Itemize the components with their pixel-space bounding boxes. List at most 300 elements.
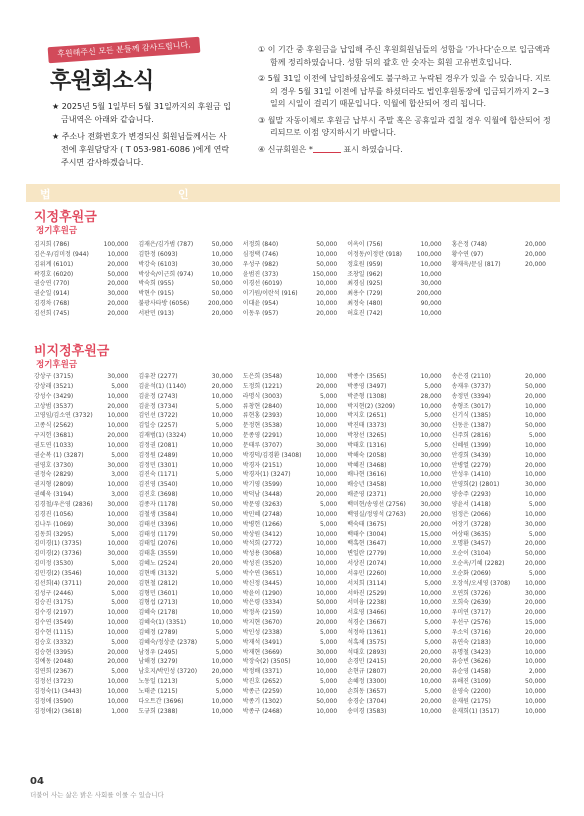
donor-name: 김태일 (2076) xyxy=(138,540,178,548)
donor-name: 김일승 (2257) xyxy=(138,422,178,430)
donor-row xyxy=(452,510,550,520)
donor-name: 최경심 (925) xyxy=(347,280,383,288)
section-title-nondesignated: 비지정후원금 xyxy=(34,344,110,359)
donor-row xyxy=(34,687,132,697)
donor-row xyxy=(34,569,132,579)
donor-amount: 10,000 xyxy=(420,260,442,268)
donor-name: 석대호 (2893) xyxy=(347,648,387,656)
donor-name: 박재현 (3669) xyxy=(242,648,283,656)
donor-name: 김종자 (1178) xyxy=(138,500,178,508)
donor-name: 박성용 (3068) xyxy=(242,550,283,558)
donor-row xyxy=(138,470,236,480)
donor-name: 김인선 (3722) xyxy=(138,412,178,420)
donor-row xyxy=(34,431,132,441)
donor-amount: 20,000 xyxy=(107,309,129,317)
donor-row xyxy=(452,372,550,382)
donor-amount: 150,000 xyxy=(312,270,338,278)
donor-amount: 15,000 xyxy=(420,530,442,538)
donor-name: 변일란 (2779) xyxy=(347,550,387,558)
donor-amount: 10,000 xyxy=(316,589,338,597)
donor-column xyxy=(452,240,550,319)
donor-name: 김민경(2) (3546) xyxy=(34,569,82,577)
donor-amount: 50,000 xyxy=(211,280,233,288)
thanks-ribbon: 후원해주신 모든 분들께 감사드립니다. xyxy=(48,37,201,64)
donor-amount: 20,000 xyxy=(525,628,546,636)
donor-row xyxy=(347,299,445,309)
donor-amount: 5,000 xyxy=(215,422,233,430)
donor-name: 박현수 (915) xyxy=(138,290,174,298)
donor-amount: 10,000 xyxy=(420,373,442,380)
donor-amount: 10,000 xyxy=(316,560,338,568)
donor-amount: 10,000 xyxy=(525,441,546,449)
donor-amount: 10,000 xyxy=(107,678,129,686)
donor-name: 서판민 (913) xyxy=(138,309,174,317)
donor-row xyxy=(138,382,236,392)
donor-amount: 10,000 xyxy=(420,241,442,248)
donor-name: 김혜노 (2524) xyxy=(138,560,178,568)
donor-row xyxy=(138,289,236,299)
donor-amount: 50,000 xyxy=(316,599,338,607)
donor-row xyxy=(347,270,445,280)
donor-name: 신기식 (1385) xyxy=(451,412,491,420)
donor-name: 강상래 (3521) xyxy=(34,382,74,390)
donor-row xyxy=(243,707,341,717)
donor-row xyxy=(34,549,132,559)
donor-row xyxy=(452,490,550,500)
donor-amount: 10,000 xyxy=(316,550,338,558)
donor-row xyxy=(34,461,132,471)
donor-row xyxy=(138,372,236,382)
donor-amount: 5,000 xyxy=(320,628,338,636)
donor-name: 김정애(2) (3618) xyxy=(34,707,82,715)
donor-amount: 10,000 xyxy=(316,402,338,410)
donor-name: 김경진 (1056) xyxy=(34,510,74,518)
donor-row xyxy=(243,309,341,319)
donor-amount: 3,000 xyxy=(111,471,129,479)
donor-amount: 10,000 xyxy=(211,707,233,715)
donor-row xyxy=(34,309,132,319)
note-3: ③ 월말 자동이체로 후원금 납부시 주말 혹은 공휴일과 겹칠 경우 익월에 합산되어 정리되므로 이점 양지하시기 바랍니다. xyxy=(258,115,551,137)
donor-name: 홍은정 (748) xyxy=(451,241,488,248)
donor-amount: 5,000 xyxy=(320,392,338,400)
donor-amount: 10,000 xyxy=(211,609,233,617)
donor-amount: 10,000 xyxy=(211,619,233,627)
donor-name: 김정애 (3590) xyxy=(34,697,74,705)
donor-name: 박종영 (3497) xyxy=(347,382,387,390)
donor-name: 박민혜 (2748) xyxy=(242,510,283,518)
donor-name: 박경덕/김경환 (3408) xyxy=(242,451,302,459)
donor-name: 조창일 (962) xyxy=(347,270,383,278)
donor-row xyxy=(452,608,550,618)
donor-name: 김태선 (3396) xyxy=(138,520,178,528)
donor-amount: 50,000 xyxy=(525,382,546,390)
donor-row xyxy=(347,402,445,412)
donor-row xyxy=(452,539,550,549)
donor-amount: 10,000 xyxy=(420,270,442,278)
donor-row xyxy=(347,309,445,319)
donor-name: 박기영 (3599) xyxy=(242,481,283,489)
donor-name: 유순영 (1458) xyxy=(451,668,491,676)
donor-row xyxy=(452,677,550,687)
donor-amount: 5,000 xyxy=(215,638,233,646)
donor-name: 김미경(1) (3735) xyxy=(34,540,82,548)
donor-amount: 20,000 xyxy=(420,658,442,666)
donor-row xyxy=(243,382,341,392)
donor-amount: 10,000 xyxy=(316,451,338,459)
donor-name: 윤재원 (2175) xyxy=(451,697,491,705)
donor-amount: 10,000 xyxy=(107,481,129,489)
donor-amount: 90,000 xyxy=(420,300,442,308)
donor-row xyxy=(138,490,236,500)
donor-name: 류현홍 (2393) xyxy=(242,412,283,420)
donor-row xyxy=(34,270,132,280)
donor-row xyxy=(243,480,341,490)
donor-amount: 10,000 xyxy=(107,628,129,636)
donor-row xyxy=(34,707,132,717)
donor-name: 박준형 (1308) xyxy=(347,392,387,400)
donor-row xyxy=(138,598,236,608)
donor-name: 김선희(4) (3711) xyxy=(34,579,82,587)
donor-amount: 10,000 xyxy=(525,402,546,410)
donor-row xyxy=(347,618,445,628)
donor-amount: 10,000 xyxy=(316,609,338,617)
donor-name: 김혜숙(1) (3351) xyxy=(138,619,187,627)
donor-amount: 10,000 xyxy=(107,619,129,627)
donor-name: 김윤정 (2743) xyxy=(138,392,178,400)
donor-name: 박진태 (3373) xyxy=(347,422,387,430)
donor-row xyxy=(243,392,341,402)
donor-name: 고상범 (3537) xyxy=(34,402,74,410)
donor-amount: 30,000 xyxy=(420,500,442,508)
donor-amount: 10,000 xyxy=(211,461,233,469)
donor-name: 남호지/박민성 (3720) xyxy=(138,668,198,676)
donor-column xyxy=(34,372,132,717)
donor-amount: 10,000 xyxy=(525,451,546,459)
donor-row xyxy=(243,441,341,451)
donor-row xyxy=(347,279,445,289)
donor-amount: 20,000 xyxy=(107,402,129,410)
donor-name: 고영임/김소연 (3732) xyxy=(34,412,93,420)
donor-name: 권승연 (770) xyxy=(34,280,70,288)
donor-amount: 20,000 xyxy=(420,520,442,528)
donor-row xyxy=(34,510,132,520)
donor-row xyxy=(34,402,132,412)
donor-amount: 10,000 xyxy=(316,668,338,676)
donor-row xyxy=(452,628,550,638)
donor-amount: 10,000 xyxy=(420,309,442,317)
donor-amount: 5,000 xyxy=(424,441,442,449)
donor-name: 김선희 (745) xyxy=(34,309,70,317)
donor-row xyxy=(243,461,341,471)
donor-name: 박숙희 (955) xyxy=(138,280,174,288)
donor-name: 박종수 (3565) xyxy=(347,373,387,380)
donor-name: 손경민 (2415) xyxy=(347,658,387,666)
donor-name: 김혜숙/정상준 (2378) xyxy=(138,638,198,646)
page-title: 후원회소식 xyxy=(50,69,154,94)
donor-name: 우소익 (3716) xyxy=(451,628,491,636)
donor-row xyxy=(243,618,341,628)
donor-amount: 20,000 xyxy=(316,491,338,499)
donor-row xyxy=(34,667,132,677)
donor-name: 박강숙 (6103) xyxy=(138,260,178,268)
section-sub-nondesignated: 정기후원금 xyxy=(36,360,78,370)
donor-amount: 30,000 xyxy=(525,481,546,489)
donor-amount: 5,000 xyxy=(320,678,338,686)
donor-amount: 200,000 xyxy=(416,290,442,298)
donor-name: 서하진 (2529) xyxy=(347,589,387,597)
donor-amount: 10,000 xyxy=(525,491,546,499)
donor-amount: 10,000 xyxy=(211,451,233,459)
donor-name: 남정우 (2495) xyxy=(138,648,178,656)
donor-row xyxy=(138,559,236,569)
donor-row xyxy=(347,470,445,480)
donor-amount: 30,000 xyxy=(316,441,338,449)
donor-amount: 30,000 xyxy=(211,260,233,268)
donor-amount: 10,000 xyxy=(211,481,233,489)
donor-name: 김현배 (3132) xyxy=(138,569,178,577)
donor-row xyxy=(34,530,132,540)
donor-row xyxy=(452,589,550,599)
donor-row xyxy=(243,490,341,500)
donor-row xyxy=(138,569,236,579)
section-band-corporate xyxy=(26,184,560,202)
donor-name: 노동일 (1213) xyxy=(138,678,178,686)
donor-amount: 5,000 xyxy=(111,451,129,459)
donor-row xyxy=(34,240,132,250)
donor-row xyxy=(452,461,550,471)
donor-name: 우선구 (2576) xyxy=(451,619,491,627)
donor-row xyxy=(138,279,236,289)
donor-row xyxy=(138,309,236,319)
donor-name: 최정숙 (480) xyxy=(347,300,383,308)
donor-row xyxy=(138,539,236,549)
donor-amount: 30,000 xyxy=(107,500,129,508)
donor-name: 윤범진 (373) xyxy=(242,270,279,278)
intro-line: ★ 주소나 전화번호가 변경되신 회원님들께서는 사전에 후원담당자 ( T 053-981-6086 )에게 연락주시면 감사하겠습니다. xyxy=(52,132,230,167)
donor-name: 구지헌 (3681) xyxy=(34,432,74,440)
donor-name: 박문영 (3263) xyxy=(242,500,283,508)
donor-name: 이기원/이란석 (916) xyxy=(242,290,298,298)
donor-name: 송형조 (3017) xyxy=(451,402,491,410)
donor-name: 안영희(2) (2801) xyxy=(451,481,500,489)
donor-amount: 10,000 xyxy=(107,569,129,577)
donor-name: 유명철 (3423) xyxy=(451,648,491,656)
donor-name: 김태훈 (3559) xyxy=(138,550,178,558)
donor-amount: 20,000 xyxy=(525,461,546,469)
donor-row xyxy=(138,697,236,707)
donor-row xyxy=(34,279,132,289)
donor-amount: 10,000 xyxy=(525,412,546,420)
donor-amount: 20,000 xyxy=(316,309,338,317)
donor-amount: 5,000 xyxy=(111,599,129,607)
donor-amount: 30,000 xyxy=(316,648,338,656)
donor-name: 권순복 (1) (3287) xyxy=(34,451,84,459)
donor-row xyxy=(138,510,236,520)
donor-name: 권도연 (1033) xyxy=(34,441,74,449)
donor-name: 서정희 (840) xyxy=(242,241,279,248)
donor-name: 김경차 (768) xyxy=(34,300,70,308)
donor-name: 김윤정 (3734) xyxy=(138,402,178,410)
donor-amount: 10,000 xyxy=(525,648,546,656)
donor-row xyxy=(452,500,550,510)
donor-amount: 20,000 xyxy=(107,648,129,656)
donor-amount: 20,000 xyxy=(107,280,129,288)
donor-name: 석경순 (3667) xyxy=(347,619,387,627)
donor-row xyxy=(34,392,132,402)
donor-amount: 10,000 xyxy=(211,589,233,597)
donor-name: 양송주 (2293) xyxy=(451,491,491,499)
donor-amount: 10,000 xyxy=(420,540,442,548)
donor-row xyxy=(243,638,341,648)
donor-name: 불광사타방 (6056) xyxy=(138,300,190,308)
donor-name: 고종식 (2562) xyxy=(34,422,74,430)
donor-amount: 10,000 xyxy=(420,471,442,479)
donor-amount: 10,000 xyxy=(316,540,338,548)
donor-row xyxy=(452,431,550,441)
donor-row xyxy=(452,470,550,480)
donor-name: 김정선 (3723) xyxy=(34,678,74,686)
donor-amount: 20,000 xyxy=(525,241,546,248)
donor-row xyxy=(138,451,236,461)
donor-row xyxy=(243,289,341,299)
donor-name: 석혹채 (3575) xyxy=(347,638,387,646)
donor-row xyxy=(138,441,236,451)
donor-row xyxy=(243,608,341,618)
donor-row xyxy=(243,299,341,309)
donor-row xyxy=(34,372,132,382)
donor-amount: 10,000 xyxy=(420,678,442,686)
donor-name: 김정숙(1) (3443) xyxy=(34,688,82,695)
donor-amount: 10,000 xyxy=(316,579,338,587)
donor-amount: 5,000 xyxy=(424,628,442,636)
donor-name: 서효영 (3466) xyxy=(347,609,387,617)
donor-amount: 10,000 xyxy=(316,530,338,538)
donor-row xyxy=(34,677,132,687)
donor-amount: 1,000 xyxy=(111,707,129,715)
donor-name: 박지현(2) (3209) xyxy=(347,402,395,410)
donor-row xyxy=(452,559,550,569)
donor-amount: 10,000 xyxy=(316,250,338,258)
donor-amount: 5,000 xyxy=(424,579,442,587)
donor-amount: 10,000 xyxy=(211,579,233,587)
donor-amount: 10,000 xyxy=(107,441,129,449)
donor-amount: 10,000 xyxy=(316,481,338,489)
donor-column xyxy=(34,240,132,319)
band-label-right: 인 xyxy=(178,188,189,201)
donor-row xyxy=(452,240,550,250)
donor-name: 김혜숙 (2178) xyxy=(138,609,178,617)
donor-amount: 50,000 xyxy=(316,241,338,248)
donor-name: 손혜정 (3300) xyxy=(347,678,387,686)
donor-row xyxy=(243,579,341,589)
donor-name: 문정현 (3538) xyxy=(242,422,283,430)
donor-row xyxy=(34,579,132,589)
donor-row xyxy=(452,697,550,707)
donor-row xyxy=(34,289,132,299)
donor-amount: 10,000 xyxy=(420,609,442,617)
donor-amount: 10,000 xyxy=(420,560,442,568)
donor-name: 김태성 (1179) xyxy=(138,530,178,538)
donor-name: 손현규 (2807) xyxy=(347,668,387,676)
donor-amount: 5,000 xyxy=(424,638,442,646)
donor-amount: 10,000 xyxy=(211,697,233,705)
donor-row xyxy=(452,441,550,451)
donor-amount: 30,000 xyxy=(420,422,442,430)
donor-amount: 30,000 xyxy=(107,520,129,528)
donor-name: 김진영 (3540) xyxy=(138,481,178,489)
donor-name: 서유민 (2260) xyxy=(347,569,387,577)
donor-row xyxy=(138,707,236,717)
donor-amount: 10,000 xyxy=(316,471,338,479)
donor-row xyxy=(34,250,132,260)
donor-name: 박정옥 (2159) xyxy=(242,609,283,617)
donor-name: 김정원 (2489) xyxy=(138,451,178,459)
donor-row xyxy=(138,677,236,687)
donor-row xyxy=(452,579,550,589)
donor-row xyxy=(34,411,132,421)
donor-row xyxy=(243,451,341,461)
donor-row xyxy=(138,530,236,540)
donor-row xyxy=(138,520,236,530)
donor-name: 김정권 (2081) xyxy=(138,441,178,449)
donor-name: 김형섭 (2713) xyxy=(138,599,178,607)
donor-amount: 50,000 xyxy=(316,260,338,268)
donor-name: 양윤서 (1418) xyxy=(451,500,491,508)
donor-row xyxy=(452,638,550,648)
donor-amount: 20,000 xyxy=(107,579,129,587)
donor-row xyxy=(34,421,132,431)
donor-amount: 50,000 xyxy=(525,678,546,686)
donor-amount: 5,000 xyxy=(111,638,129,646)
donor-amount: 5,000 xyxy=(111,530,129,538)
donor-amount: 5,000 xyxy=(528,569,546,577)
donor-amount: 5,000 xyxy=(215,628,233,636)
notes-block xyxy=(258,44,554,160)
donor-amount: 10,000 xyxy=(316,432,338,440)
donor-amount: 15,000 xyxy=(525,619,546,627)
donor-row xyxy=(243,667,341,677)
donor-row xyxy=(452,569,550,579)
donor-row xyxy=(138,480,236,490)
donor-row xyxy=(452,421,550,431)
donor-amount: 10,000 xyxy=(107,250,129,258)
donor-name: 우성구 (982) xyxy=(242,260,279,268)
donor-name: 김동희 (3295) xyxy=(34,530,74,538)
donor-name: 박장숙(2) (3505) xyxy=(242,658,291,666)
donor-row xyxy=(347,411,445,421)
donor-row xyxy=(138,657,236,667)
donor-row xyxy=(243,589,341,599)
donor-amount: 5,000 xyxy=(111,668,129,676)
donor-row xyxy=(347,648,445,658)
donor-row xyxy=(243,697,341,707)
donor-row xyxy=(34,490,132,500)
donor-row xyxy=(452,480,550,490)
donor-amount: 10,000 xyxy=(211,412,233,420)
donor-amount: 30,000 xyxy=(525,589,546,597)
donor-amount: 5,000 xyxy=(424,688,442,695)
donor-name: 유해진 (3109) xyxy=(451,678,491,686)
donor-name: 박태호 (1316) xyxy=(347,441,387,449)
donor-name: 도규희 (2388) xyxy=(138,707,178,715)
donor-column xyxy=(347,372,445,717)
donor-amount: 10,000 xyxy=(107,412,129,420)
donor-amount: 50,000 xyxy=(211,290,233,298)
donor-name: 김성구 (2446) xyxy=(34,589,74,597)
donor-amount: 5,000 xyxy=(111,382,129,390)
donor-amount: 5,000 xyxy=(215,402,233,410)
donor-row xyxy=(243,628,341,638)
